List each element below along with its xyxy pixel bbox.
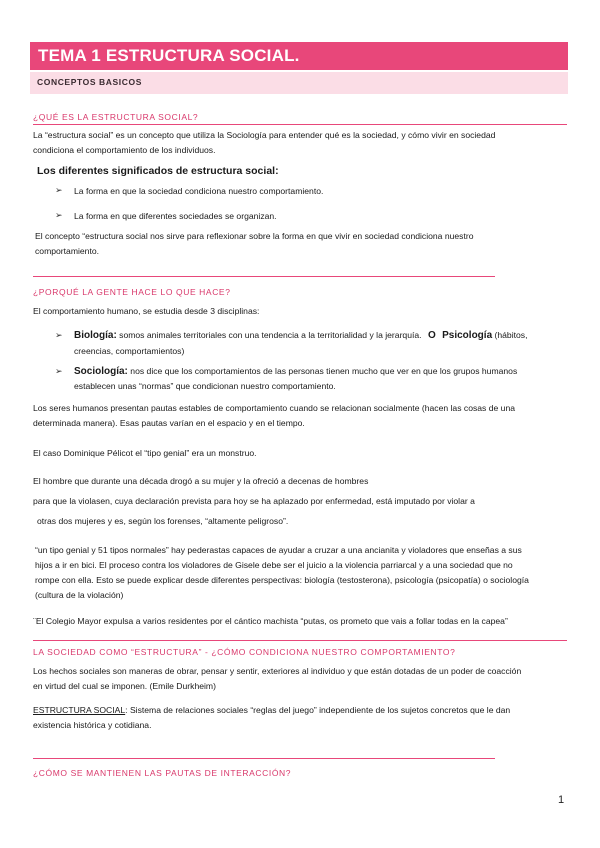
- paragraph-line: El caso Dominique Pélicot el “tipo genial” era un monstruo.: [33, 448, 257, 458]
- bullet-text-cont: creencias, comportamientos): [74, 346, 185, 356]
- paragraph-line: determinada manera). Esas pautas varían en el espacio y en el tiempo.: [33, 418, 305, 428]
- section-divider: [33, 124, 567, 125]
- paragraph-line: para que la violasen, cuya declaración prevista para hoy se ha aplazado por enfermedad, está imputado por violar a: [33, 496, 475, 506]
- paragraph-line: “un tipo genial y 51 tipos normales” hay pederastas capaces de ayudar a cruzar a una ancianita y violadores que enseñas a sus: [35, 545, 522, 555]
- bullet-text: somos animales territoriales con una tendencia a la territorialidad y la jerarquía.: [119, 330, 422, 340]
- arrow-bullet-icon: ➢: [55, 366, 63, 376]
- arrow-bullet-icon: ➢: [55, 185, 63, 195]
- paragraph-line: Los hechos sociales son maneras de obrar, pensar y sentir, exteriores al individuo y que están dotadas de un poder de coacción: [33, 666, 522, 676]
- section-heading-pautas: ¿CÓMO SE MANTIENEN LAS PAUTAS DE INTERACCIÓN?: [33, 768, 292, 778]
- paragraph-line: condiciona el comportamiento de los individuos.: [33, 145, 216, 155]
- paragraph-line: La “estructura social” es un concepto que utiliza la Sociología para entender qué es la sociedad, y cómo vivir en sociedad: [33, 130, 496, 140]
- section-divider: [33, 640, 567, 641]
- paragraph-line: comportamiento.: [35, 246, 100, 256]
- paragraph-line: El concepto “estructura social nos sirve para reflexionar sobre la forma en que vivir en sociedad condiciona nuestro: [35, 231, 474, 241]
- subheading-significados: Los diferentes significados de estructura social:: [37, 165, 279, 177]
- definition-text: : Sistema de relaciones sociales “reglas del juego” independiente de los sujetos concretos que le dan: [125, 705, 511, 715]
- page-number: 1: [558, 794, 565, 806]
- section-divider: [33, 758, 495, 759]
- paragraph-line: rompe con ella. Esto se puede explicar desde diferentes perspectivas: biología (testosterona), psicología (psicopatía) o sociología: [35, 575, 529, 585]
- bullet-item: La forma en que la sociedad condiciona nuestro comportamiento.: [74, 186, 324, 196]
- section-heading-porque: ¿PORQUÉ LA GENTE HACE LO QUE HACE?: [33, 287, 231, 297]
- paragraph-line: ¨El Colegio Mayor expulsa a varios residentes por el cántico machista “putas, os prometo que vais a follar todas en la capea”: [33, 616, 508, 626]
- bullet-label: Sociología:: [74, 366, 128, 377]
- paragraph-line: El hombre que durante una década drogó a su mujer y la ofreció a decenas de hombres: [33, 476, 369, 486]
- section-divider: [33, 276, 495, 277]
- definition-line: [33, 703, 510, 718]
- paragraph-line: hijos a ir en bici. El proceso contra los violadores de Gisele debe ser el juicio a la violencia parriarcal y a una sociedad que no: [35, 560, 513, 570]
- section-heading-sociedad-estructura: LA SOCIEDAD COMO “ESTRUCTURA” - ¿CÓMO CONDICIONA NUESTRO COMPORTAMIENTO?: [33, 647, 456, 657]
- bullet-text: (hábitos,: [494, 330, 528, 340]
- paragraph-line: El comportamiento humano, se estudia desde 3 disciplinas:: [33, 306, 260, 316]
- arrow-bullet-icon: ➢: [55, 330, 63, 340]
- definition-term: ESTRUCTURA SOCIAL: [33, 705, 126, 715]
- bullet-label: Psicología: [442, 330, 493, 341]
- section-heading-estructura-social: ¿QUÉ ES LA ESTRUCTURA SOCIAL?: [33, 112, 199, 122]
- bullet-sociologia: [74, 364, 517, 379]
- paragraph-line: (cultura de la violación): [35, 590, 124, 600]
- bullet-item: La forma en que diferentes sociedades se organizan.: [74, 211, 277, 221]
- paragraph-line: otras dos mujeres y es, según los forenses, “altamente peligroso”.: [37, 516, 289, 526]
- bullet-text: nos dice que los comportamientos de las personas tienen mucho que ver en que los grupos humanos: [130, 366, 518, 376]
- bullet-text-cont: establecen unas “normas” que condicionan nuestro comportamiento.: [74, 381, 336, 391]
- circle-bullet-icon: O: [427, 330, 436, 341]
- arrow-bullet-icon: ➢: [55, 210, 63, 220]
- bullet-biologia: [74, 328, 527, 343]
- paragraph-line: Los seres humanos presentan pautas estables de comportamiento cuando se relacionan socialmente (hacen las cosas de una: [33, 403, 516, 413]
- page-subtitle: CONCEPTOS BASICOS: [37, 77, 142, 87]
- bullet-label: Biología:: [74, 330, 117, 341]
- page-title: TEMA 1 ESTRUCTURA SOCIAL.: [38, 46, 300, 65]
- paragraph-line: existencia histórica y cotidiana.: [33, 720, 152, 730]
- paragraph-line: en virtud del cual se imponen. (Emile Durkheim): [33, 681, 216, 691]
